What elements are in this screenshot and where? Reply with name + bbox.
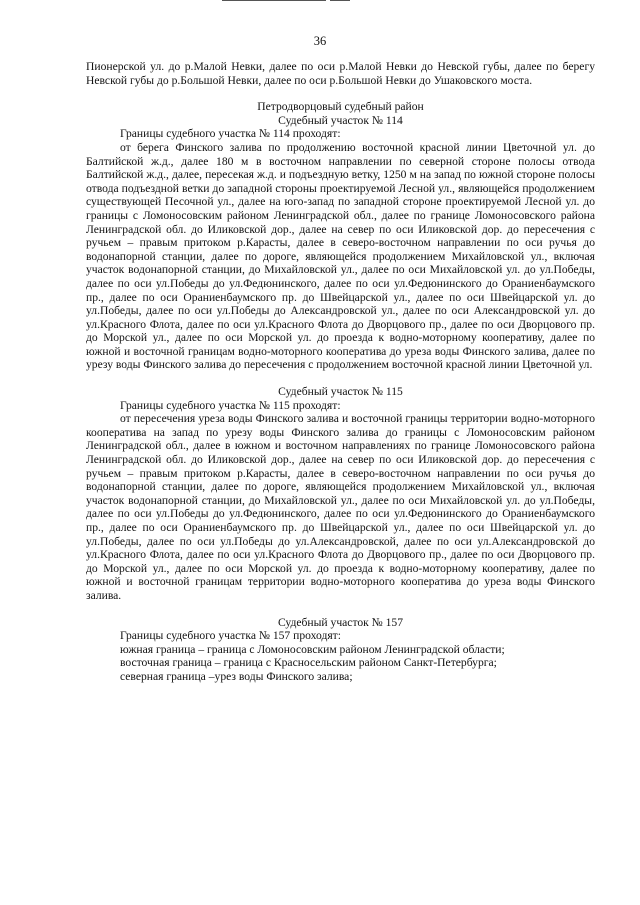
district-title: Петродворцовый судебный район [257, 100, 424, 114]
section-114-lead: Границы судебного участка № 114 проходят: [120, 127, 341, 141]
intro-paragraph: Пионерской ул. до р.Малой Невки, далее по оси р.Малой Невки до Невской губы, далее по берегу Невской губы до р.Большой Невки, далее по оси р.Большой Невки до Ушаковского моста. [86, 60, 595, 87]
section-157-line: восточная граница – граница с Красносельским районом Санкт-Петербурга; [120, 656, 497, 670]
section-157-line: южная граница – граница с Ломоносовским районом Ленинградской области; [120, 642, 505, 656]
section-157-title: Судебный участок № 157 [277, 615, 404, 629]
page-number: 36 [313, 34, 327, 48]
top-rule-short [330, 0, 350, 1]
section-115-title: Судебный участок № 115 [278, 385, 403, 399]
section-157-line: северная граница –урез воды Финского залива; [120, 669, 353, 683]
top-rule [222, 0, 326, 1]
section-157-lead: Границы судебного участка № 157 проходят: [120, 629, 341, 643]
section-115-lead: Границы судебного участка № 115 проходят: [120, 398, 341, 412]
section-114-text: от берега Финского залива по продолжению восточной красной линии Цветочной ул. до Балтийской ж.д., далее 180 м в восточном направлении по северной стороне полосы отвода Балтийской ж.д., далее, пересекая ж.д. и подъездную ветку, 1250 м на запад по южной стороне полосы отвода подъездной ветки до западной стороны проектируемой Лесной ул., являющейся продолжением существующей Песочной ул., далее на юго-запад по западной стороне проектируемой Лесной ул. до границы с Ломоносовским районом Ленинградской обл., далее по границе Ломоносовского района Ленинградской обл. до Иликовской дор., далее на север по оси Иликовской дор. до пересечения с ручьем – правым притоком р.Караcты, далее в северо-восточном направлении по оси ручья до водонапорной станции, далее по дороге, являющейся продолжением Михайловской ул., включая участок водонапорной станции, до Михайловской ул., далее по оси Михайловской ул. до ул.Победы, далее по оси ул.Победы до ул.Федюнинского, далее по оси ул.Федюнинского до Ораниенбаумского пр., далее по оси Ораниенбаумского пр. до Швейцарской ул., далее по оси Швейцарской ул. до ул.Победы, далее по оси ул.Победы до Александровской ул., далее по оси Александровской ул. до ул.Красного Флота, далее по оси ул.Красного Флота до Дворцового пр., далее по оси Дворцового пр. до Морской ул., далее по оси Морской ул. до проезда к водно-моторному кооперативу, далее по южной и восточной границам водно-моторного кооператива до уреза воды Финского залива, далее по урезу воды Финского залива до пересечения с продолжением восточной красной линии Цветочной ул. [86, 140, 595, 372]
document-body [86, 60, 595, 684]
section-115-text: от пересечения уреза воды Финского залива и восточной границы территории водно-моторного кооператива на запад по урезу воды Финского залива до границы с Ломоносовским районом Ленинградской обл., далее в южном и восточном направлениях по границе Ломоносовского района Ленинградской обл. до Иликовской дор., далее на север по оси Иликовской дор. до пересечения с ручьем – правым притоком р.Караcты, далее в северо-восточном направлении по оси ручья до водонапорной станции, далее по дороге, являющейся продолжением Михайловской ул., включая участок водонапорной станции, до Михайловской ул., далее по оси Михайловской ул. до ул.Победы, далее по оси ул.Победы до ул.Федюнинского, далее по оси ул.Федюнинского до Ораниенбаумского пр., далее по оси Ораниенбаумского пр. до Швейцарской ул., далее по оси Швейцарской ул. до ул.Победы, далее по оси ул.Победы до ул.Александровской, далее по оси ул.Александровской до ул.Красного Флота, далее по оси ул.Красного Флота до Дворцового пр., далее по оси Дворцового пр. до Морской ул., далее по оси Морской ул. до проезда к водно-моторному кооперативу, далее по южной и восточной границам территории водно-моторного кооператива до уреза воды Финского залива. [86, 412, 595, 602]
section-114-title: Судебный участок № 114 [278, 113, 403, 127]
